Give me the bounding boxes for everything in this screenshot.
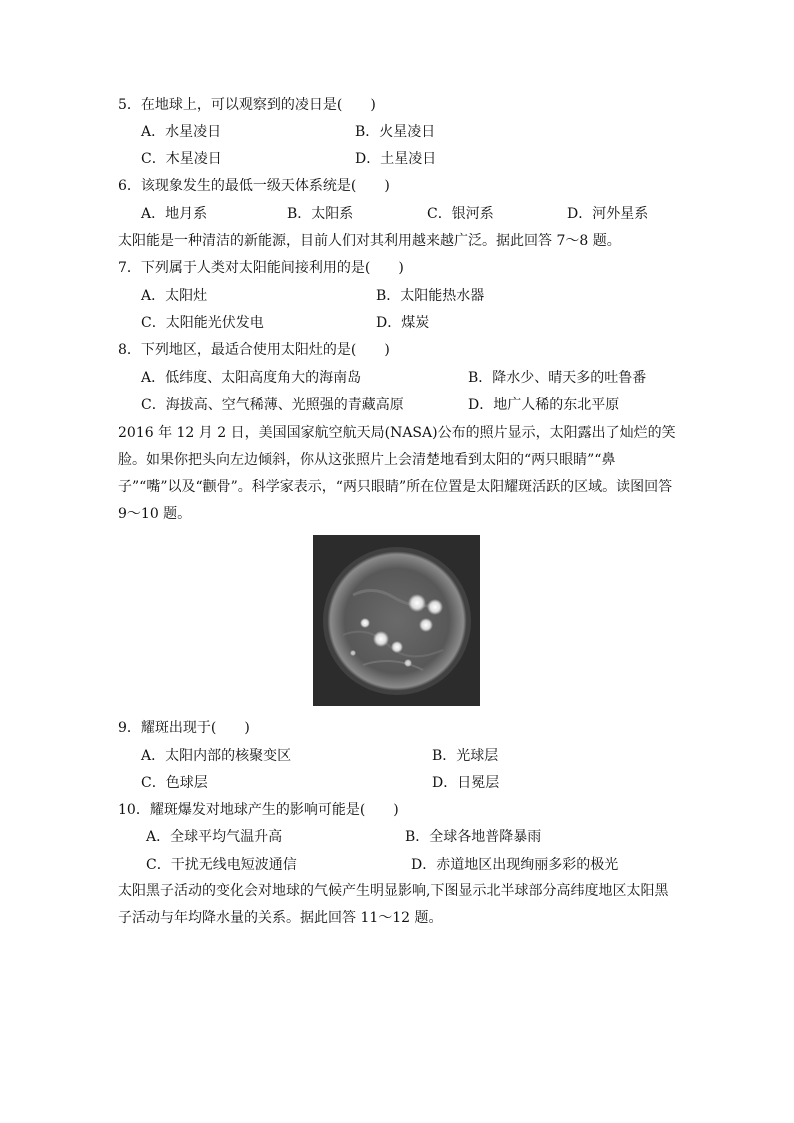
q5-option-a: A．水星凌日 bbox=[141, 124, 222, 140]
q10-option-d: D．赤道地区出现绚丽多彩的极光 bbox=[411, 857, 619, 873]
q9-option-c: C．色球层 bbox=[141, 775, 208, 791]
intro-questions-7-8: 太阳能是一种清洁的新能源，目前人们对其利用越来越广泛。据此回答 7～8 题。 bbox=[118, 233, 621, 249]
q9-option-d: D．日冕层 bbox=[432, 775, 500, 791]
q6-option-c: C．银河系 bbox=[427, 206, 494, 222]
sun-flare-photo bbox=[313, 535, 480, 706]
q7-option-d: D．煤炭 bbox=[376, 315, 430, 331]
q6-option-d: D．河外星系 bbox=[567, 206, 649, 222]
intro-questions-11-12: 太阳黑子活动的变化会对地球的气候产生明显影响,下图显示北半球部分高纬度地区太阳黑子活动与年均降水量的关系。据此回答 11～12 题。 bbox=[118, 883, 669, 926]
q7-option-c: C．太阳能光伏发电 bbox=[141, 315, 264, 331]
q7-option-a: A．太阳灶 bbox=[141, 288, 208, 304]
question-6-stem: 6．该现象发生的最低一级天体系统是( ) bbox=[118, 178, 390, 194]
q5-option-d: D．土星凌日 bbox=[355, 151, 437, 167]
question-9-stem: 9．耀斑出现于( ) bbox=[118, 720, 250, 736]
q10-option-a: A．全球平均气温升高 bbox=[146, 829, 283, 845]
q8-option-a: A．低纬度、太阳高度角大的海南岛 bbox=[141, 370, 362, 386]
question-5-stem: 5．在地球上，可以观察到的凌日是( ) bbox=[118, 97, 376, 113]
q7-option-b: B．太阳能热水器 bbox=[376, 288, 485, 304]
q5-option-b: B．火星凌日 bbox=[355, 124, 436, 140]
question-10-stem: 10．耀斑爆发对地球产生的影响可能是( ) bbox=[118, 802, 399, 818]
q8-option-c: C．海拔高、空气稀薄、光照强的青藏高原 bbox=[141, 397, 404, 413]
q6-option-b: B．太阳系 bbox=[287, 206, 354, 222]
q6-option-a: A．地月系 bbox=[141, 206, 208, 222]
intro-questions-9-10: 2016 年 12 月 2 日，美国国家航空航天局(NASA)公布的照片显示，太阳露出了灿烂的笑脸。如果你把头向左边倾斜，你从这张照片上会清楚地看到太阳的“两只眼睛”“鼻子”“嘴”以及“颧骨”。科学家表示，“两只眼睛”所在位置是太阳耀斑活跃的区域。读图回答 9～10 题。 bbox=[118, 425, 676, 522]
q9-option-b: B．光球层 bbox=[432, 748, 499, 764]
q8-option-b: B．降水少、晴天多的吐鲁番 bbox=[468, 370, 647, 386]
sun-image bbox=[313, 535, 480, 706]
q10-option-b: B．全球各地普降暴雨 bbox=[405, 829, 542, 845]
q10-option-c: C．干扰无线电短波通信 bbox=[146, 857, 297, 873]
q5-option-c: C．木星凌日 bbox=[141, 151, 222, 167]
q8-option-d: D．地广人稀的东北平原 bbox=[468, 397, 620, 413]
question-7-stem: 7．下列属于人类对太阳能间接利用的是( ) bbox=[118, 260, 404, 276]
q9-option-a: A．太阳内部的核聚变区 bbox=[141, 748, 292, 764]
question-8-stem: 8．下列地区，最适合使用太阳灶的是( ) bbox=[118, 342, 390, 358]
